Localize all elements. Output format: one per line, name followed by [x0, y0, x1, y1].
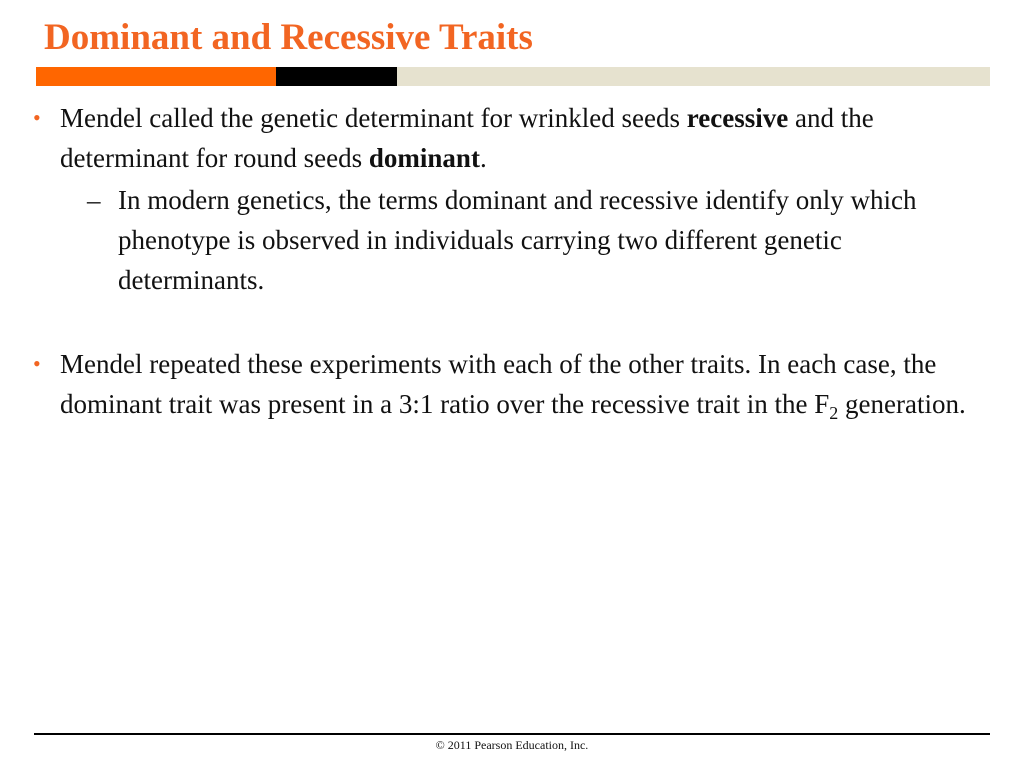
bold-term-dominant: dominant [368, 143, 480, 173]
title-bar-orange-segment [36, 67, 276, 86]
bullet-text-part: generation. [838, 389, 966, 419]
bullet-recessive-dominant [33, 98, 993, 178]
slide-title: Dominant and Recessive Traits [44, 17, 533, 58]
bullet-text [60, 98, 993, 178]
bold-term-recessive: recessive [686, 103, 789, 133]
title-underline-bar [36, 67, 990, 86]
bullet-ratio-experiments [33, 344, 993, 424]
bullet-marker: • [33, 105, 41, 130]
bullet-marker: • [33, 351, 41, 376]
bullet-text-part: Mendel called the genetic determinant for wrinkled seeds [60, 103, 687, 133]
slide-body [33, 98, 993, 424]
bullet-text-part: and the determinant for round seeds [60, 103, 874, 173]
bullet-text-part: Mendel repeated these experiments with each of the other traits. In each case, the dominant trait was present in a 3:1 ratio over the recessive trait in the F [60, 349, 937, 419]
sub-bullet-text: In modern genetics, the terms dominant and recessive identify only which phenotype is observed in individuals carrying two different genetic determinants. [118, 185, 917, 295]
title-bar-black-segment [276, 67, 397, 86]
sub-bullet-modern-genetics [87, 180, 993, 300]
spacer [33, 300, 993, 344]
footer-copyright: © 2011 Pearson Education, Inc. [435, 738, 589, 752]
title-bar-tan-segment [397, 67, 990, 86]
bullet-text-part: . [479, 143, 487, 173]
sub-bullet-marker: – [87, 185, 101, 215]
subscript-generation-number: 2 [829, 403, 839, 423]
footer-divider [34, 733, 990, 735]
bullet-text [60, 344, 993, 424]
